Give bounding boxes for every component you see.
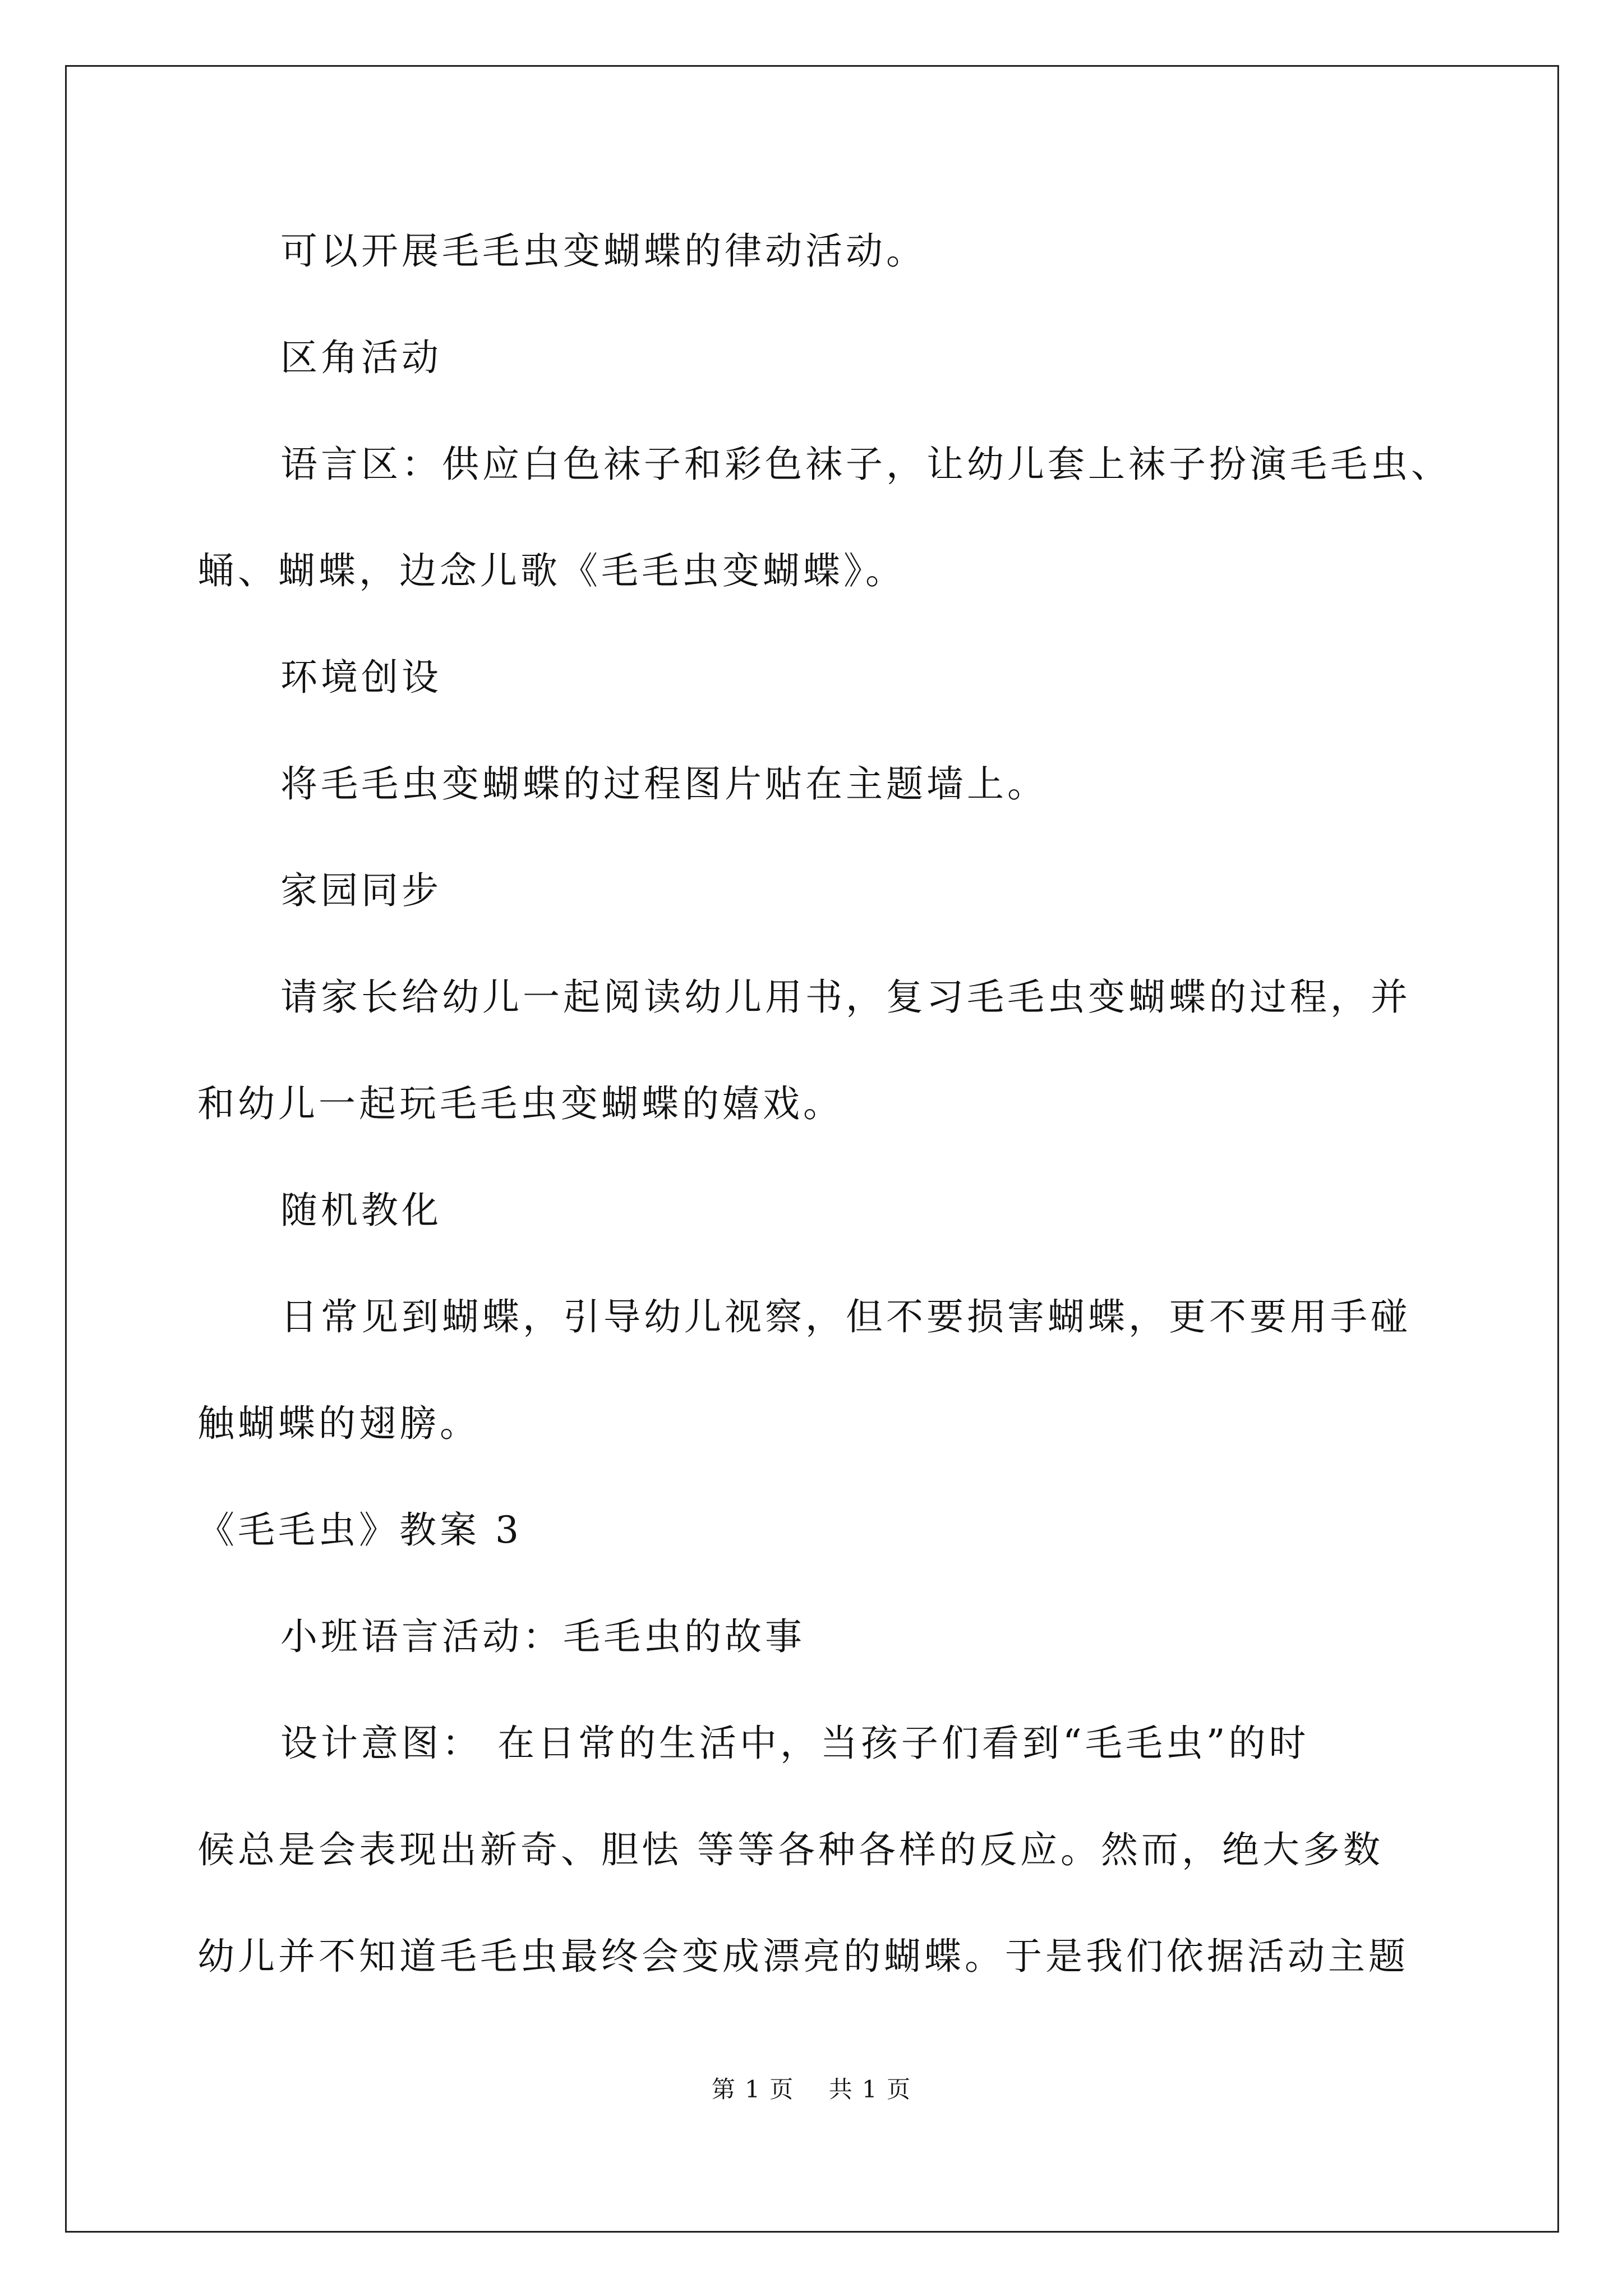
paragraph-line: 可以开展毛毛虫变蝴蝶的律动活动。: [280, 229, 926, 273]
paragraph-line: 候总是会表现出新奇、胆怯 等等各种各样的反应。然而，绝大多数: [197, 1828, 1384, 1871]
page-frame: [65, 65, 1559, 2233]
paragraph-line: 请家长给幼儿一起阅读幼儿用书，复习毛毛虫变蝴蝶的过程，并: [280, 976, 1411, 1019]
paragraph-line: 语言区：供应白色袜子和彩色袜子，让幼儿套上袜子扮演毛毛虫、: [280, 443, 1451, 486]
paragraph-line: 蛹、蝴蝶，边念儿歌《毛毛虫变蝴蝶》。: [197, 549, 906, 592]
paragraph-line: 设计意图： 在日常的生活中，当孩子们看到“毛毛虫”的时: [280, 1722, 1310, 1765]
section-heading: 随机教化: [280, 1189, 442, 1232]
document-title: 《毛毛虫》教案 3: [197, 1508, 522, 1552]
section-heading: 环境创设: [280, 656, 442, 699]
section-heading: 小班语言活动：毛毛虫的故事: [280, 1615, 805, 1658]
page-footer: 第 1 页 共 1 页: [711, 2076, 912, 2103]
paragraph-line: 幼儿并不知道毛毛虫最终会变成漂亮的蝴蝶。于是我们依据活动主题: [197, 1935, 1409, 1978]
paragraph-line: 将毛毛虫变蝴蝶的过程图片贴在主题墙上。: [280, 762, 1048, 806]
section-heading: 区角活动: [280, 336, 442, 379]
paragraph-line: 日常见到蝴蝶，引导幼儿视察，但不要损害蝴蝶，更不要用手碰: [280, 1295, 1411, 1338]
paragraph-line: 和幼儿一起玩毛毛虫变蝴蝶的嬉戏。: [197, 1082, 843, 1125]
section-heading: 家园同步: [280, 869, 442, 912]
paragraph-line: 触蝴蝶的翅膀。: [197, 1402, 480, 1445]
